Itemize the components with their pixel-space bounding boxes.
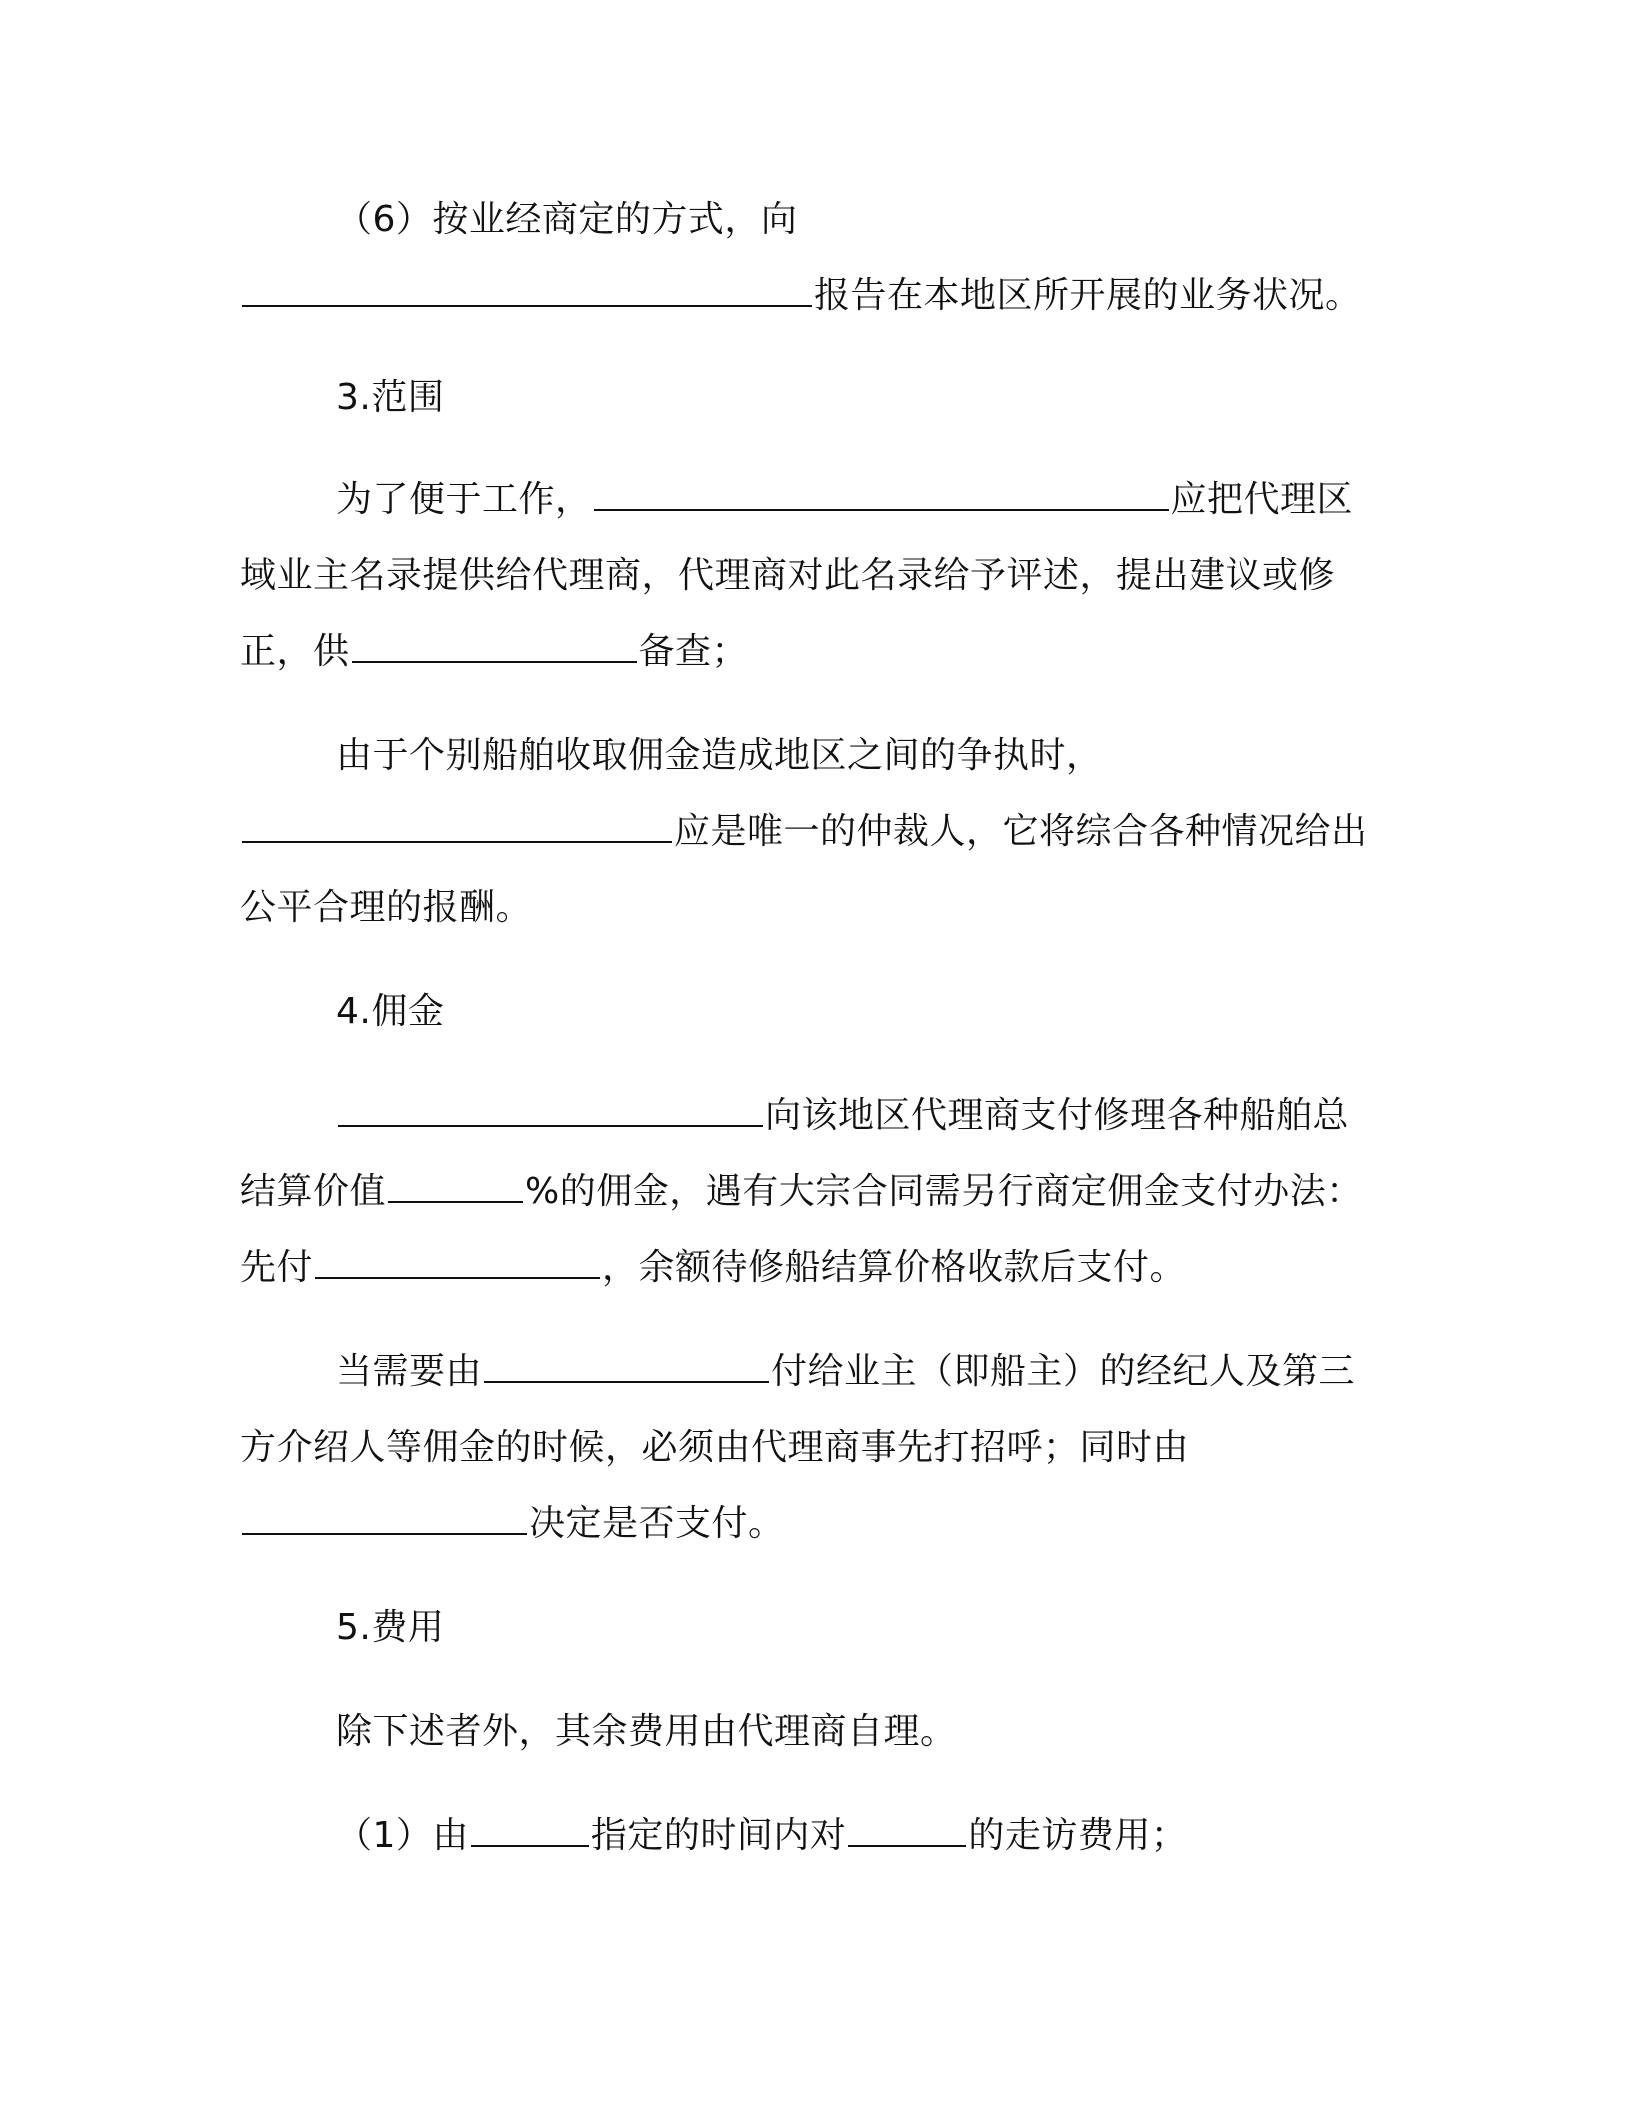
text-segment: 指定的时间内对 xyxy=(590,1815,847,1856)
text-line xyxy=(240,272,1410,320)
text-segment: 先付 xyxy=(240,1247,314,1288)
section-heading xyxy=(336,1604,1410,1652)
text-segment: 付给业主（即船主）的经纪人及第三 xyxy=(771,1351,1356,1392)
fill-in-blank[interactable] xyxy=(315,1247,600,1279)
fill-in-blank[interactable] xyxy=(848,1815,966,1847)
fill-in-blank[interactable] xyxy=(484,1351,769,1383)
fill-in-blank[interactable] xyxy=(242,1503,527,1535)
text-segment: 域业主名录提供给代理商，代理商对此名录给予评述，提出建议或修 xyxy=(240,555,1336,596)
text-line xyxy=(240,808,1410,856)
text-line xyxy=(336,1708,1410,1756)
text-line xyxy=(240,628,1410,676)
text-line xyxy=(240,1168,1410,1216)
text-segment: 除下述者外，其余费用由代理商自理。 xyxy=(336,1711,957,1752)
text-segment: 备查； xyxy=(638,631,749,672)
text-segment: 应是唯一的仲裁人，它将综合各种情况给出 xyxy=(674,811,1368,852)
text-segment: （6）按业经商定的方式，向 xyxy=(336,199,798,240)
text-line xyxy=(240,884,1410,932)
text-line xyxy=(240,1424,1410,1472)
text-segment: ，余额待修船结算价格收款后支付。 xyxy=(602,1247,1187,1288)
fill-in-blank[interactable] xyxy=(388,1171,523,1203)
text-line xyxy=(240,1244,1410,1292)
text-line xyxy=(336,1348,1410,1396)
text-segment: 结算价值 xyxy=(240,1171,387,1212)
text-line xyxy=(336,732,1410,780)
text-line xyxy=(336,476,1410,524)
fill-in-blank[interactable] xyxy=(352,631,637,663)
text-segment: 应把代理区 xyxy=(1170,479,1354,520)
text-line xyxy=(240,1500,1410,1548)
text-segment: （1）由 xyxy=(336,1815,469,1856)
fill-in-blank[interactable] xyxy=(242,811,672,843)
section-heading xyxy=(336,374,1410,422)
text-segment: 决定是否支付。 xyxy=(529,1503,785,1544)
fill-in-blank[interactable] xyxy=(242,275,812,307)
text-segment: 报告在本地区所开展的业务状况。 xyxy=(814,275,1362,316)
text-line xyxy=(336,1092,1410,1140)
text-segment: %的佣金，遇有大宗合同需另行商定佣金支付办法： xyxy=(525,1171,1363,1212)
text-line xyxy=(240,552,1410,600)
text-segment: 向该地区代理商支付修理各种船舶总 xyxy=(765,1095,1350,1136)
section-heading xyxy=(336,988,1410,1036)
text-line xyxy=(336,1812,1410,1860)
text-segment: 公平合理的报酬。 xyxy=(240,887,533,928)
fill-in-blank[interactable] xyxy=(594,479,1169,511)
text-segment: 方介绍人等佣金的时候，必须由代理商事先打招呼；同时由 xyxy=(240,1427,1190,1468)
fill-in-blank[interactable] xyxy=(471,1815,589,1847)
fill-in-blank[interactable] xyxy=(338,1095,763,1127)
text-segment: 的走访费用； xyxy=(968,1815,1188,1856)
text-segment: 5.费用 xyxy=(336,1607,445,1648)
text-segment: 正，供 xyxy=(240,631,350,672)
text-segment: 由于个别船舶收取佣金造成地区之间的争执时， xyxy=(336,735,1103,776)
text-segment: 当需要由 xyxy=(336,1351,483,1392)
text-line xyxy=(336,196,1410,244)
text-segment: 为了便于工作， xyxy=(336,479,592,520)
text-segment: 4.佣金 xyxy=(336,991,445,1032)
text-segment: 3.范围 xyxy=(336,377,445,418)
